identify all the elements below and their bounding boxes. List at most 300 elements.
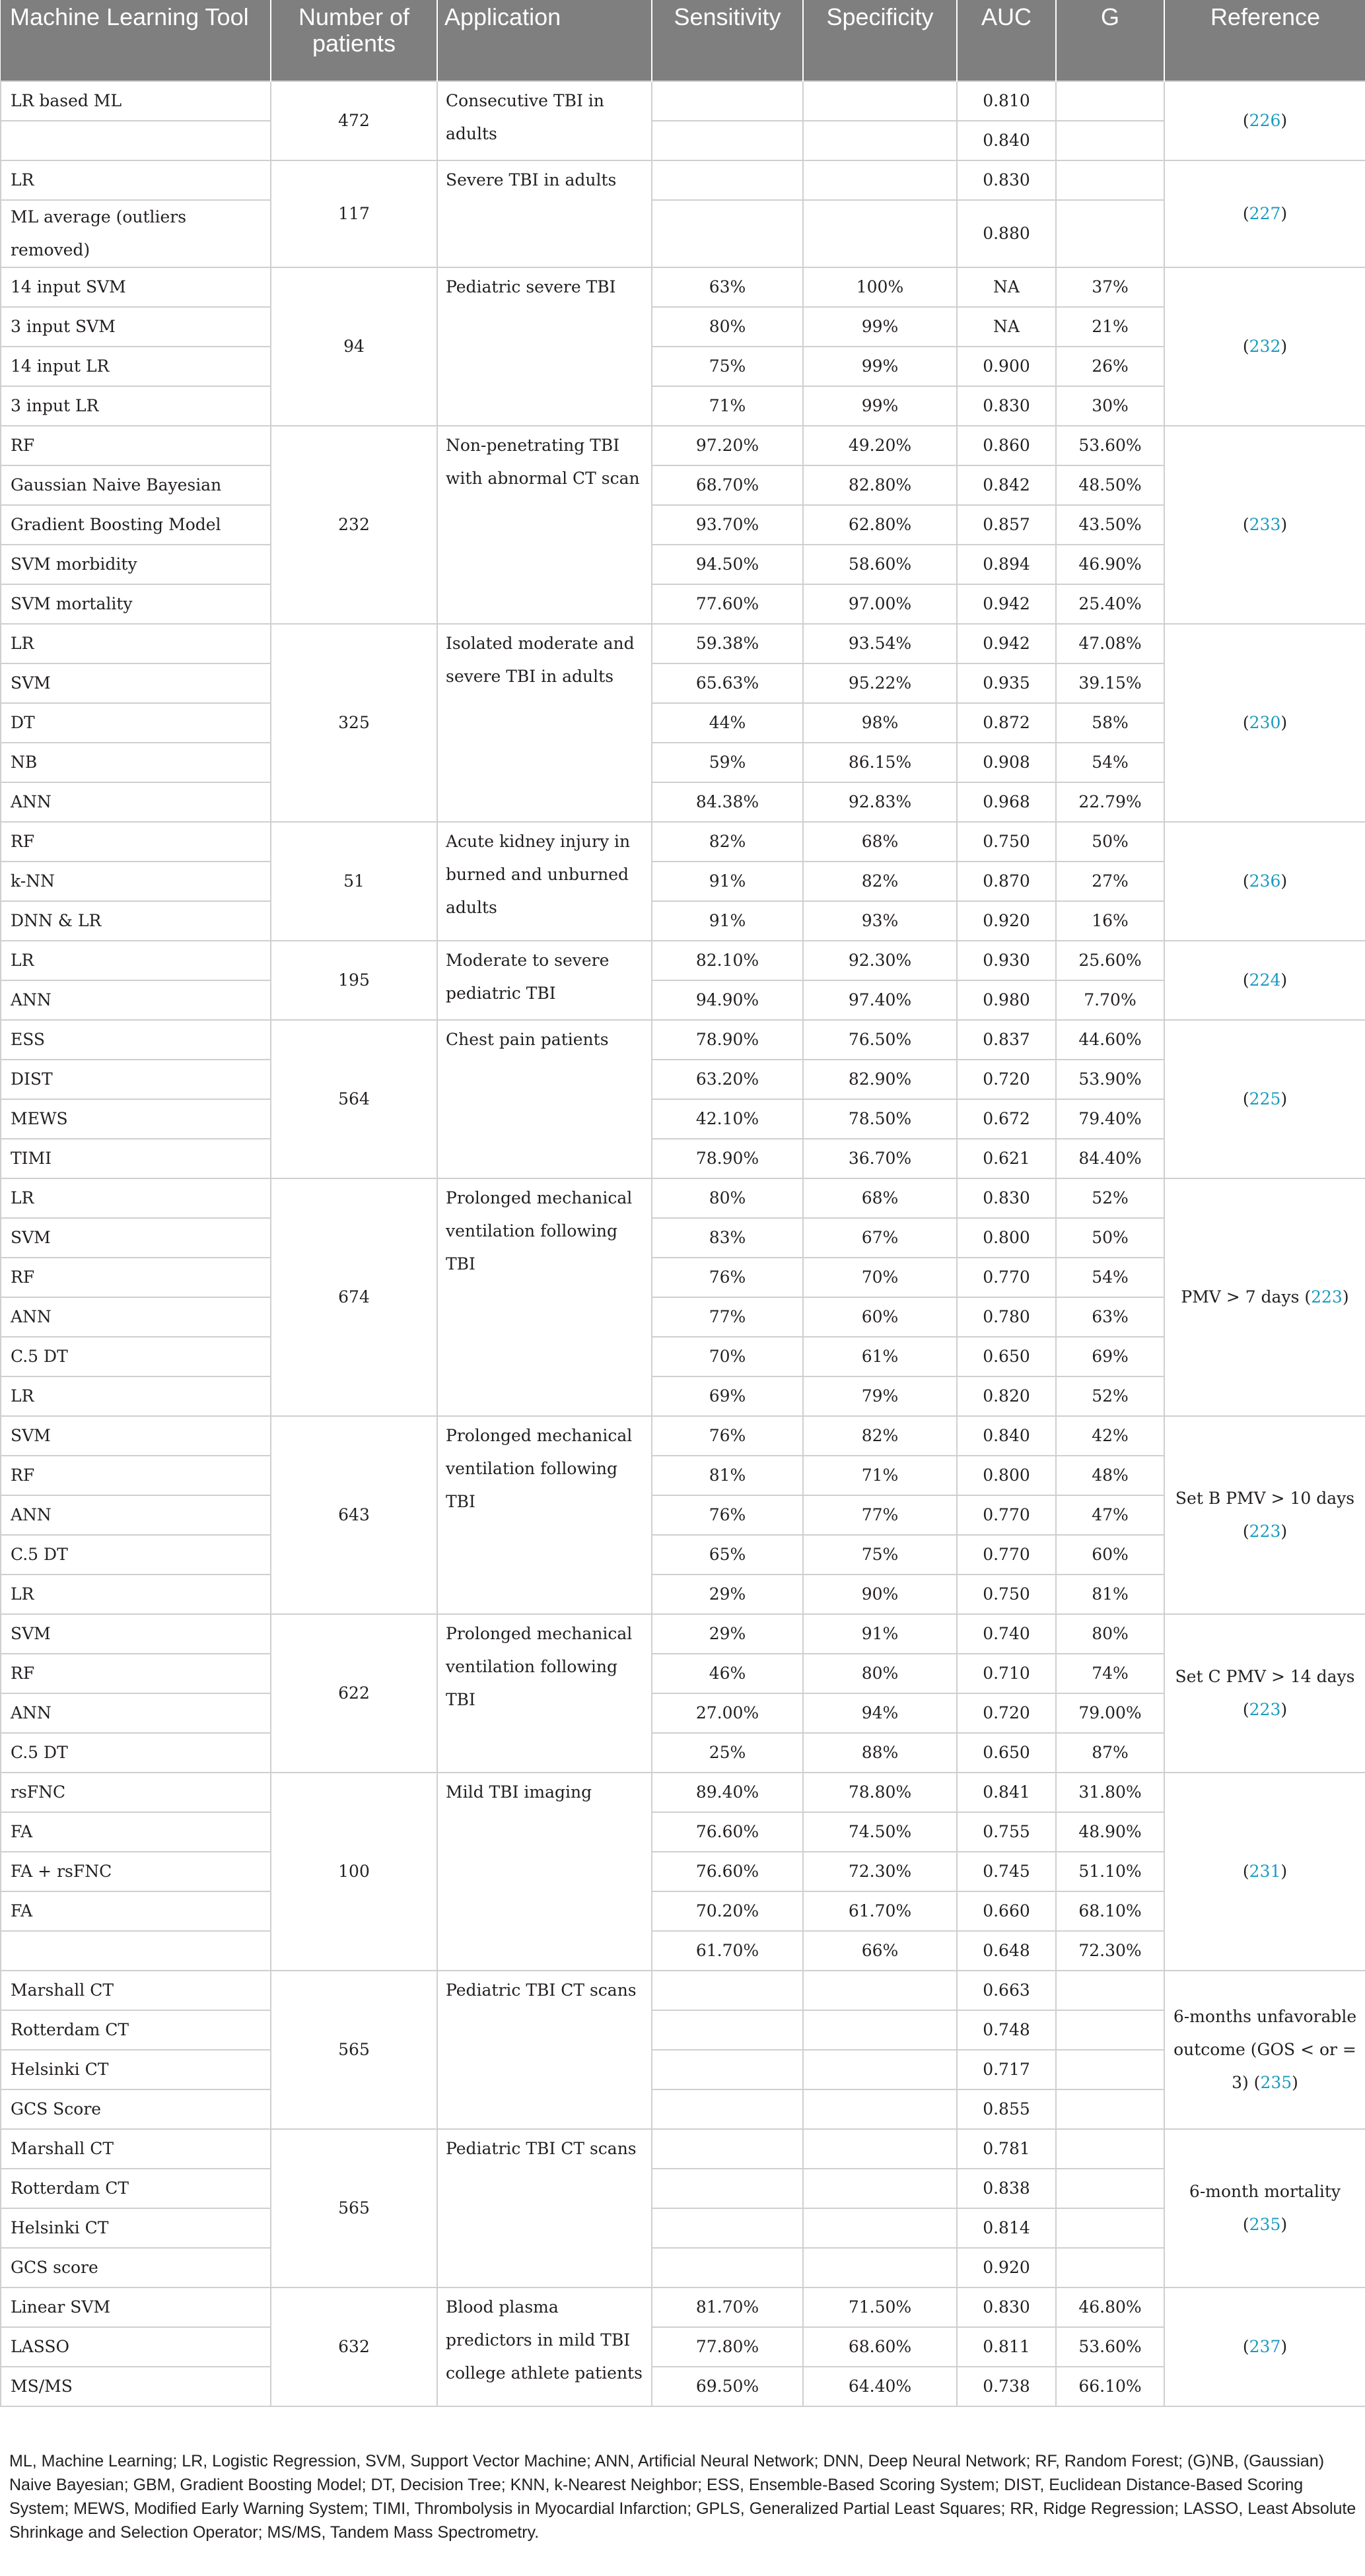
reference-close: )	[1280, 515, 1288, 534]
table-row	[1, 160, 1365, 200]
cell-auc: 0.935	[957, 663, 1056, 703]
cell-sensitivity	[652, 2248, 803, 2288]
cell-sensitivity: 42.10%	[652, 1099, 803, 1139]
table-row	[1, 1891, 1365, 1931]
table-row	[1, 624, 1365, 663]
cell-auc: 0.820	[957, 1376, 1056, 1416]
cell-application: Mild TBI imaging	[437, 1773, 652, 1971]
table-row	[1, 1456, 1365, 1495]
cell-patients: 674	[271, 1178, 437, 1416]
cell-g: 69%	[1056, 1337, 1164, 1376]
cell-sensitivity: 46%	[652, 1654, 803, 1693]
table-row	[1, 782, 1365, 822]
cell-sensitivity	[652, 2169, 803, 2208]
table-row	[1, 584, 1365, 624]
cell-sensitivity: 76%	[652, 1258, 803, 1297]
cell-g: 84.40%	[1056, 1139, 1164, 1178]
cell-patients: 117	[271, 160, 437, 267]
cell-g	[1056, 2089, 1164, 2129]
cell-specificity: 68.60%	[803, 2327, 957, 2367]
cell-auc: 0.748	[957, 2010, 1056, 2050]
reference-citation-link[interactable]: 236	[1249, 871, 1281, 891]
table-row	[1, 1376, 1365, 1416]
cell-application: Prolonged mechanical ventilation following TBI	[437, 1614, 652, 1773]
cell-application: Prolonged mechanical ventilation following TBI	[437, 1416, 652, 1614]
cell-sensitivity: 80%	[652, 307, 803, 347]
cell-tool: Marshall CT	[1, 1971, 271, 2010]
table-row	[1, 1258, 1365, 1297]
table-header	[1, 0, 1365, 81]
cell-auc: 0.830	[957, 1178, 1056, 1218]
cell-g: 72.30%	[1056, 1931, 1164, 1971]
reference-text: 6-months unfavorable outcome (GOS < or = 3) (	[1173, 2007, 1357, 2092]
cell-specificity	[803, 160, 957, 200]
cell-g	[1056, 2010, 1164, 2050]
cell-reference	[1164, 426, 1365, 624]
cell-tool: rsFNC	[1, 1773, 271, 1812]
cell-patients: 94	[271, 267, 437, 426]
cell-sensitivity: 91%	[652, 862, 803, 901]
table-row	[1, 743, 1365, 782]
cell-specificity: 77%	[803, 1495, 957, 1535]
cell-tool: LASSO	[1, 2327, 271, 2367]
cell-sensitivity: 77%	[652, 1297, 803, 1337]
cell-g: 52%	[1056, 1376, 1164, 1416]
cell-auc: 0.842	[957, 465, 1056, 505]
header-reference: Reference	[1164, 0, 1365, 81]
cell-sensitivity: 70%	[652, 1337, 803, 1376]
cell-specificity	[803, 1971, 957, 2010]
cell-tool: NB	[1, 743, 271, 782]
reference-citation-link[interactable]: 224	[1249, 970, 1281, 990]
reference-text: (	[1242, 1089, 1249, 1108]
reference-text: (	[1242, 1862, 1249, 1881]
cell-patients: 565	[271, 2129, 437, 2288]
table-row	[1, 703, 1365, 743]
header-tool: Machine Learning Tool	[1, 0, 271, 81]
cell-g: 58%	[1056, 703, 1164, 743]
cell-g	[1056, 2169, 1164, 2208]
cell-specificity: 68%	[803, 822, 957, 862]
table-row	[1, 1495, 1365, 1535]
cell-auc: 0.770	[957, 1495, 1056, 1535]
cell-g: 47%	[1056, 1495, 1164, 1535]
reference-citation-link[interactable]: 237	[1249, 2337, 1281, 2356]
table-row	[1, 1218, 1365, 1258]
reference-citation-link[interactable]: 235	[1260, 2073, 1292, 2092]
cell-sensitivity: 77.80%	[652, 2327, 803, 2367]
reference-text: (	[1242, 871, 1249, 891]
cell-g: 46.80%	[1056, 2288, 1164, 2327]
cell-specificity: 90%	[803, 1575, 957, 1614]
cell-tool: GCS Score	[1, 2089, 271, 2129]
cell-auc: 0.872	[957, 703, 1056, 743]
cell-application: Pediatric TBI CT scans	[437, 1971, 652, 2129]
table-row	[1, 1733, 1365, 1773]
reference-close: )	[1280, 1700, 1288, 1719]
cell-auc: 0.738	[957, 2367, 1056, 2406]
cell-application: Pediatric TBI CT scans	[437, 2129, 652, 2288]
cell-tool: Helsinki CT	[1, 2050, 271, 2089]
table-row	[1, 1060, 1365, 1099]
cell-auc: NA	[957, 307, 1056, 347]
cell-sensitivity	[652, 2050, 803, 2089]
cell-g: 27%	[1056, 862, 1164, 901]
cell-g	[1056, 200, 1164, 267]
cell-specificity: 98%	[803, 703, 957, 743]
cell-specificity: 71.50%	[803, 2288, 957, 2327]
cell-tool: SVM	[1, 663, 271, 703]
cell-g	[1056, 160, 1164, 200]
cell-specificity: 99%	[803, 307, 957, 347]
cell-g: 43.50%	[1056, 505, 1164, 545]
cell-specificity: 61.70%	[803, 1891, 957, 1931]
cell-g: 31.80%	[1056, 1773, 1164, 1812]
cell-auc: 0.740	[957, 1614, 1056, 1654]
cell-specificity: 93%	[803, 901, 957, 941]
cell-tool: RF	[1, 1258, 271, 1297]
cell-sensitivity: 75%	[652, 347, 803, 386]
cell-auc: 0.755	[957, 1812, 1056, 1852]
cell-sensitivity: 70.20%	[652, 1891, 803, 1931]
reference-text: Set B PMV > 10 days (	[1175, 1489, 1355, 1541]
cell-tool: TIMI	[1, 1139, 271, 1178]
cell-specificity: 76.50%	[803, 1020, 957, 1060]
table-row	[1, 1812, 1365, 1852]
cell-auc: 0.650	[957, 1337, 1056, 1376]
cell-specificity: 78.50%	[803, 1099, 957, 1139]
cell-auc: 0.800	[957, 1456, 1056, 1495]
cell-specificity: 70%	[803, 1258, 957, 1297]
cell-patients: 195	[271, 941, 437, 1020]
table-row	[1, 1693, 1365, 1733]
cell-auc: 0.810	[957, 81, 1056, 121]
table-row	[1, 545, 1365, 584]
cell-sensitivity: 27.00%	[652, 1693, 803, 1733]
cell-specificity	[803, 81, 957, 121]
cell-specificity: 99%	[803, 386, 957, 426]
table-row	[1, 1654, 1365, 1693]
cell-g: 68.10%	[1056, 1891, 1164, 1931]
cell-tool: LR based ML	[1, 81, 271, 121]
table-row	[1, 2169, 1365, 2208]
cell-sensitivity: 44%	[652, 703, 803, 743]
cell-specificity: 79%	[803, 1376, 957, 1416]
cell-application: Prolonged mechanical ventilation following TBI	[437, 1178, 652, 1416]
cell-specificity	[803, 2010, 957, 2050]
cell-auc: 0.942	[957, 624, 1056, 663]
header-specificity: Specificity	[803, 0, 957, 81]
cell-g: 66.10%	[1056, 2367, 1164, 2406]
table-row	[1, 822, 1365, 862]
cell-sensitivity: 69%	[652, 1376, 803, 1416]
cell-application: Severe TBI in adults	[437, 160, 652, 267]
table-row	[1, 386, 1365, 426]
cell-g	[1056, 2129, 1164, 2169]
cell-auc: 0.920	[957, 2248, 1056, 2288]
cell-auc: 0.830	[957, 386, 1056, 426]
reference-citation-link[interactable]: 233	[1249, 515, 1281, 534]
cell-auc: 0.800	[957, 1218, 1056, 1258]
cell-tool: SVM mortality	[1, 584, 271, 624]
cell-g	[1056, 81, 1164, 121]
cell-tool: C.5 DT	[1, 1535, 271, 1575]
reference-citation-link[interactable]: 230	[1249, 713, 1281, 732]
table-row	[1, 1852, 1365, 1891]
cell-reference	[1164, 81, 1365, 160]
cell-auc: 0.770	[957, 1535, 1056, 1575]
header-patients: Number of patients	[271, 0, 437, 81]
cell-g: 50%	[1056, 822, 1164, 862]
cell-tool: LR	[1, 1376, 271, 1416]
cell-sensitivity	[652, 2089, 803, 2129]
cell-g: 74%	[1056, 1654, 1164, 1693]
table-row	[1, 1099, 1365, 1139]
cell-tool: Rotterdam CT	[1, 2010, 271, 2050]
reference-citation-link[interactable]: 231	[1249, 1862, 1281, 1881]
cell-auc: 0.930	[957, 941, 1056, 980]
cell-sensitivity: 76%	[652, 1495, 803, 1535]
reference-citation-link[interactable]: 227	[1249, 204, 1281, 223]
reference-citation-link[interactable]: 223	[1249, 1522, 1281, 1541]
cell-g: 63%	[1056, 1297, 1164, 1337]
table-row	[1, 505, 1365, 545]
cell-auc: 0.814	[957, 2208, 1056, 2248]
cell-reference	[1164, 1773, 1365, 1971]
cell-specificity	[803, 121, 957, 160]
cell-specificity: 93.54%	[803, 624, 957, 663]
cell-auc: 0.660	[957, 1891, 1056, 1931]
cell-specificity	[803, 2050, 957, 2089]
reference-close: )	[1280, 2337, 1288, 2356]
cell-application: Blood plasma predictors in mild TBI college athlete patients	[437, 2288, 652, 2406]
cell-specificity: 95.22%	[803, 663, 957, 703]
cell-g: 16%	[1056, 901, 1164, 941]
cell-specificity: 88%	[803, 1733, 957, 1773]
cell-tool: SVM	[1, 1218, 271, 1258]
cell-sensitivity: 59%	[652, 743, 803, 782]
cell-g: 48.90%	[1056, 1812, 1164, 1852]
cell-tool: Gaussian Naive Bayesian	[1, 465, 271, 505]
cell-sensitivity: 77.60%	[652, 584, 803, 624]
table-row	[1, 267, 1365, 307]
cell-sensitivity	[652, 200, 803, 267]
reference-citation-link[interactable]: 226	[1249, 111, 1281, 130]
cell-tool: Helsinki CT	[1, 2208, 271, 2248]
cell-patients: 51	[271, 822, 437, 941]
cell-auc: 0.648	[957, 1931, 1056, 1971]
reference-citation-link[interactable]: 235	[1249, 2215, 1281, 2234]
table-row	[1, 426, 1365, 465]
reference-text: PMV > 7 days (	[1181, 1287, 1312, 1306]
cell-auc: 0.880	[957, 200, 1056, 267]
cell-tool: C.5 DT	[1, 1733, 271, 1773]
cell-auc: 0.745	[957, 1852, 1056, 1891]
cell-reference	[1164, 267, 1365, 426]
cell-specificity: 60%	[803, 1297, 957, 1337]
cell-sensitivity: 83%	[652, 1218, 803, 1258]
cell-tool: LR	[1, 1575, 271, 1614]
table-row	[1, 2129, 1365, 2169]
reference-text: (	[1242, 337, 1249, 356]
cell-g: 39.15%	[1056, 663, 1164, 703]
reference-citation-link[interactable]: 232	[1249, 337, 1281, 356]
cell-reference	[1164, 941, 1365, 1020]
cell-specificity: 68%	[803, 1178, 957, 1218]
cell-g: 42%	[1056, 1416, 1164, 1456]
cell-sensitivity: 89.40%	[652, 1773, 803, 1812]
cell-auc: 0.780	[957, 1297, 1056, 1337]
cell-auc: 0.840	[957, 121, 1056, 160]
table-row	[1, 307, 1365, 347]
cell-specificity: 82.90%	[803, 1060, 957, 1099]
cell-auc: 0.894	[957, 545, 1056, 584]
cell-sensitivity: 69.50%	[652, 2367, 803, 2406]
cell-auc: 0.650	[957, 1733, 1056, 1773]
cell-sensitivity: 59.38%	[652, 624, 803, 663]
cell-reference	[1164, 1020, 1365, 1178]
cell-application: Pediatric severe TBI	[437, 267, 652, 426]
table-row	[1, 1416, 1365, 1456]
cell-sensitivity: 25%	[652, 1733, 803, 1773]
cell-auc: 0.870	[957, 862, 1056, 901]
cell-g: 52%	[1056, 1178, 1164, 1218]
cell-sensitivity: 94.50%	[652, 545, 803, 584]
cell-sensitivity: 81.70%	[652, 2288, 803, 2327]
cell-specificity: 67%	[803, 1218, 957, 1258]
reference-close: )	[1280, 111, 1288, 130]
cell-sensitivity	[652, 160, 803, 200]
cell-specificity: 82%	[803, 1416, 957, 1456]
table-row	[1, 941, 1365, 980]
cell-auc: 0.830	[957, 2288, 1056, 2327]
cell-tool: GCS score	[1, 2248, 271, 2288]
cell-specificity: 97.00%	[803, 584, 957, 624]
cell-g: 54%	[1056, 743, 1164, 782]
cell-g	[1056, 1971, 1164, 2010]
cell-auc: 0.720	[957, 1060, 1056, 1099]
cell-auc: 0.750	[957, 822, 1056, 862]
cell-tool: RF	[1, 426, 271, 465]
cell-auc: 0.811	[957, 2327, 1056, 2367]
cell-g: 60%	[1056, 1535, 1164, 1575]
cell-specificity: 74.50%	[803, 1812, 957, 1852]
cell-g: 50%	[1056, 1218, 1164, 1258]
cell-specificity: 92.83%	[803, 782, 957, 822]
cell-tool: Gradient Boosting Model	[1, 505, 271, 545]
cell-sensitivity: 97.20%	[652, 426, 803, 465]
cell-sensitivity: 68.70%	[652, 465, 803, 505]
table-row	[1, 2208, 1365, 2248]
table-row	[1, 663, 1365, 703]
cell-sensitivity: 78.90%	[652, 1139, 803, 1178]
cell-specificity: 99%	[803, 347, 957, 386]
cell-application: Acute kidney injury in burned and unburned adults	[437, 822, 652, 941]
cell-g: 30%	[1056, 386, 1164, 426]
cell-g: 79.40%	[1056, 1099, 1164, 1139]
reference-citation-link[interactable]: 223	[1311, 1287, 1343, 1306]
cell-auc: 0.672	[957, 1099, 1056, 1139]
cell-auc: 0.720	[957, 1693, 1056, 1733]
cell-g: 51.10%	[1056, 1852, 1164, 1891]
reference-close: )	[1280, 204, 1288, 223]
cell-patients: 325	[271, 624, 437, 822]
footnote: ML, Machine Learning; LR, Logistic Regression, SVM, Support Vector Machine; ANN, Artificial Neural Network; DNN, Deep Neural Network; RF, Random Forest; (G)NB, (Gaussian) Naive Bayesian; GBM, Gradient Boosting Model; DT, Decision Tree; KNN, k-Nearest Neighbor; ESS, Ensemble-Based Scoring System; DIST, Euclidean Distance-Based Scoring System; MEWS, Modified Early Warning System; TIMI, Thrombolysis in Myocardial Infarction; GPLS, Generalized Partial Least Squares; RR, Ridge Regression; LASSO, Least Absolute Shrinkage and Selection Operator; MS/MS, Tandem Mass Spectrometry.	[9, 2452, 1356, 2542]
cell-auc: 0.838	[957, 2169, 1056, 2208]
cell-specificity	[803, 200, 957, 267]
header-row	[1, 0, 1365, 81]
table-row	[1, 2327, 1365, 2367]
cell-sensitivity	[652, 2208, 803, 2248]
table-row	[1, 862, 1365, 901]
cell-g: 48.50%	[1056, 465, 1164, 505]
cell-auc: 0.663	[957, 1971, 1056, 2010]
cell-g: 47.08%	[1056, 624, 1164, 663]
cell-auc: 0.750	[957, 1575, 1056, 1614]
cell-specificity: 58.60%	[803, 545, 957, 584]
cell-patients: 643	[271, 1416, 437, 1614]
cell-specificity	[803, 2208, 957, 2248]
table-row	[1, 980, 1365, 1020]
cell-tool: FA + rsFNC	[1, 1852, 271, 1891]
reference-citation-link[interactable]: 223	[1249, 1700, 1281, 1719]
cell-patients: 565	[271, 1971, 437, 2129]
cell-auc: 0.855	[957, 2089, 1056, 2129]
cell-sensitivity	[652, 1971, 803, 2010]
cell-sensitivity: 78.90%	[652, 1020, 803, 1060]
table-row	[1, 2367, 1365, 2406]
cell-application: Moderate to severe pediatric TBI	[437, 941, 652, 1020]
cell-sensitivity: 63%	[652, 267, 803, 307]
cell-sensitivity: 61.70%	[652, 1931, 803, 1971]
cell-patients: 632	[271, 2288, 437, 2406]
reference-text: (	[1242, 713, 1249, 732]
cell-sensitivity: 29%	[652, 1614, 803, 1654]
cell-sensitivity	[652, 2010, 803, 2050]
reference-citation-link[interactable]: 225	[1249, 1089, 1281, 1108]
cell-sensitivity: 76.60%	[652, 1812, 803, 1852]
cell-tool: DIST	[1, 1060, 271, 1099]
cell-auc: 0.837	[957, 1020, 1056, 1060]
table-row	[1, 2089, 1365, 2129]
header-auc: AUC	[957, 0, 1056, 81]
table-row	[1, 1178, 1365, 1218]
cell-g	[1056, 2208, 1164, 2248]
cell-tool: MEWS	[1, 1099, 271, 1139]
cell-g: 44.60%	[1056, 1020, 1164, 1060]
cell-g	[1056, 2050, 1164, 2089]
cell-tool: FA	[1, 1891, 271, 1931]
cell-auc: 0.857	[957, 505, 1056, 545]
table-row	[1, 901, 1365, 941]
cell-auc: 0.908	[957, 743, 1056, 782]
cell-specificity: 80%	[803, 1654, 957, 1693]
cell-g: 54%	[1056, 1258, 1164, 1297]
cell-application: Consecutive TBI in adults	[437, 81, 652, 160]
cell-reference	[1164, 1178, 1365, 1416]
cell-specificity: 92.30%	[803, 941, 957, 980]
table-body	[1, 81, 1365, 2406]
cell-g: 46.90%	[1056, 545, 1164, 584]
header-application: Application	[437, 0, 652, 81]
cell-application: Isolated moderate and severe TBI in adults	[437, 624, 652, 822]
cell-sensitivity: 71%	[652, 386, 803, 426]
reference-text: Set C PMV > 14 days (	[1175, 1667, 1355, 1719]
cell-reference	[1164, 160, 1365, 267]
cell-tool: RF	[1, 822, 271, 862]
reference-close: )	[1280, 1862, 1288, 1881]
cell-auc: 0.781	[957, 2129, 1056, 2169]
